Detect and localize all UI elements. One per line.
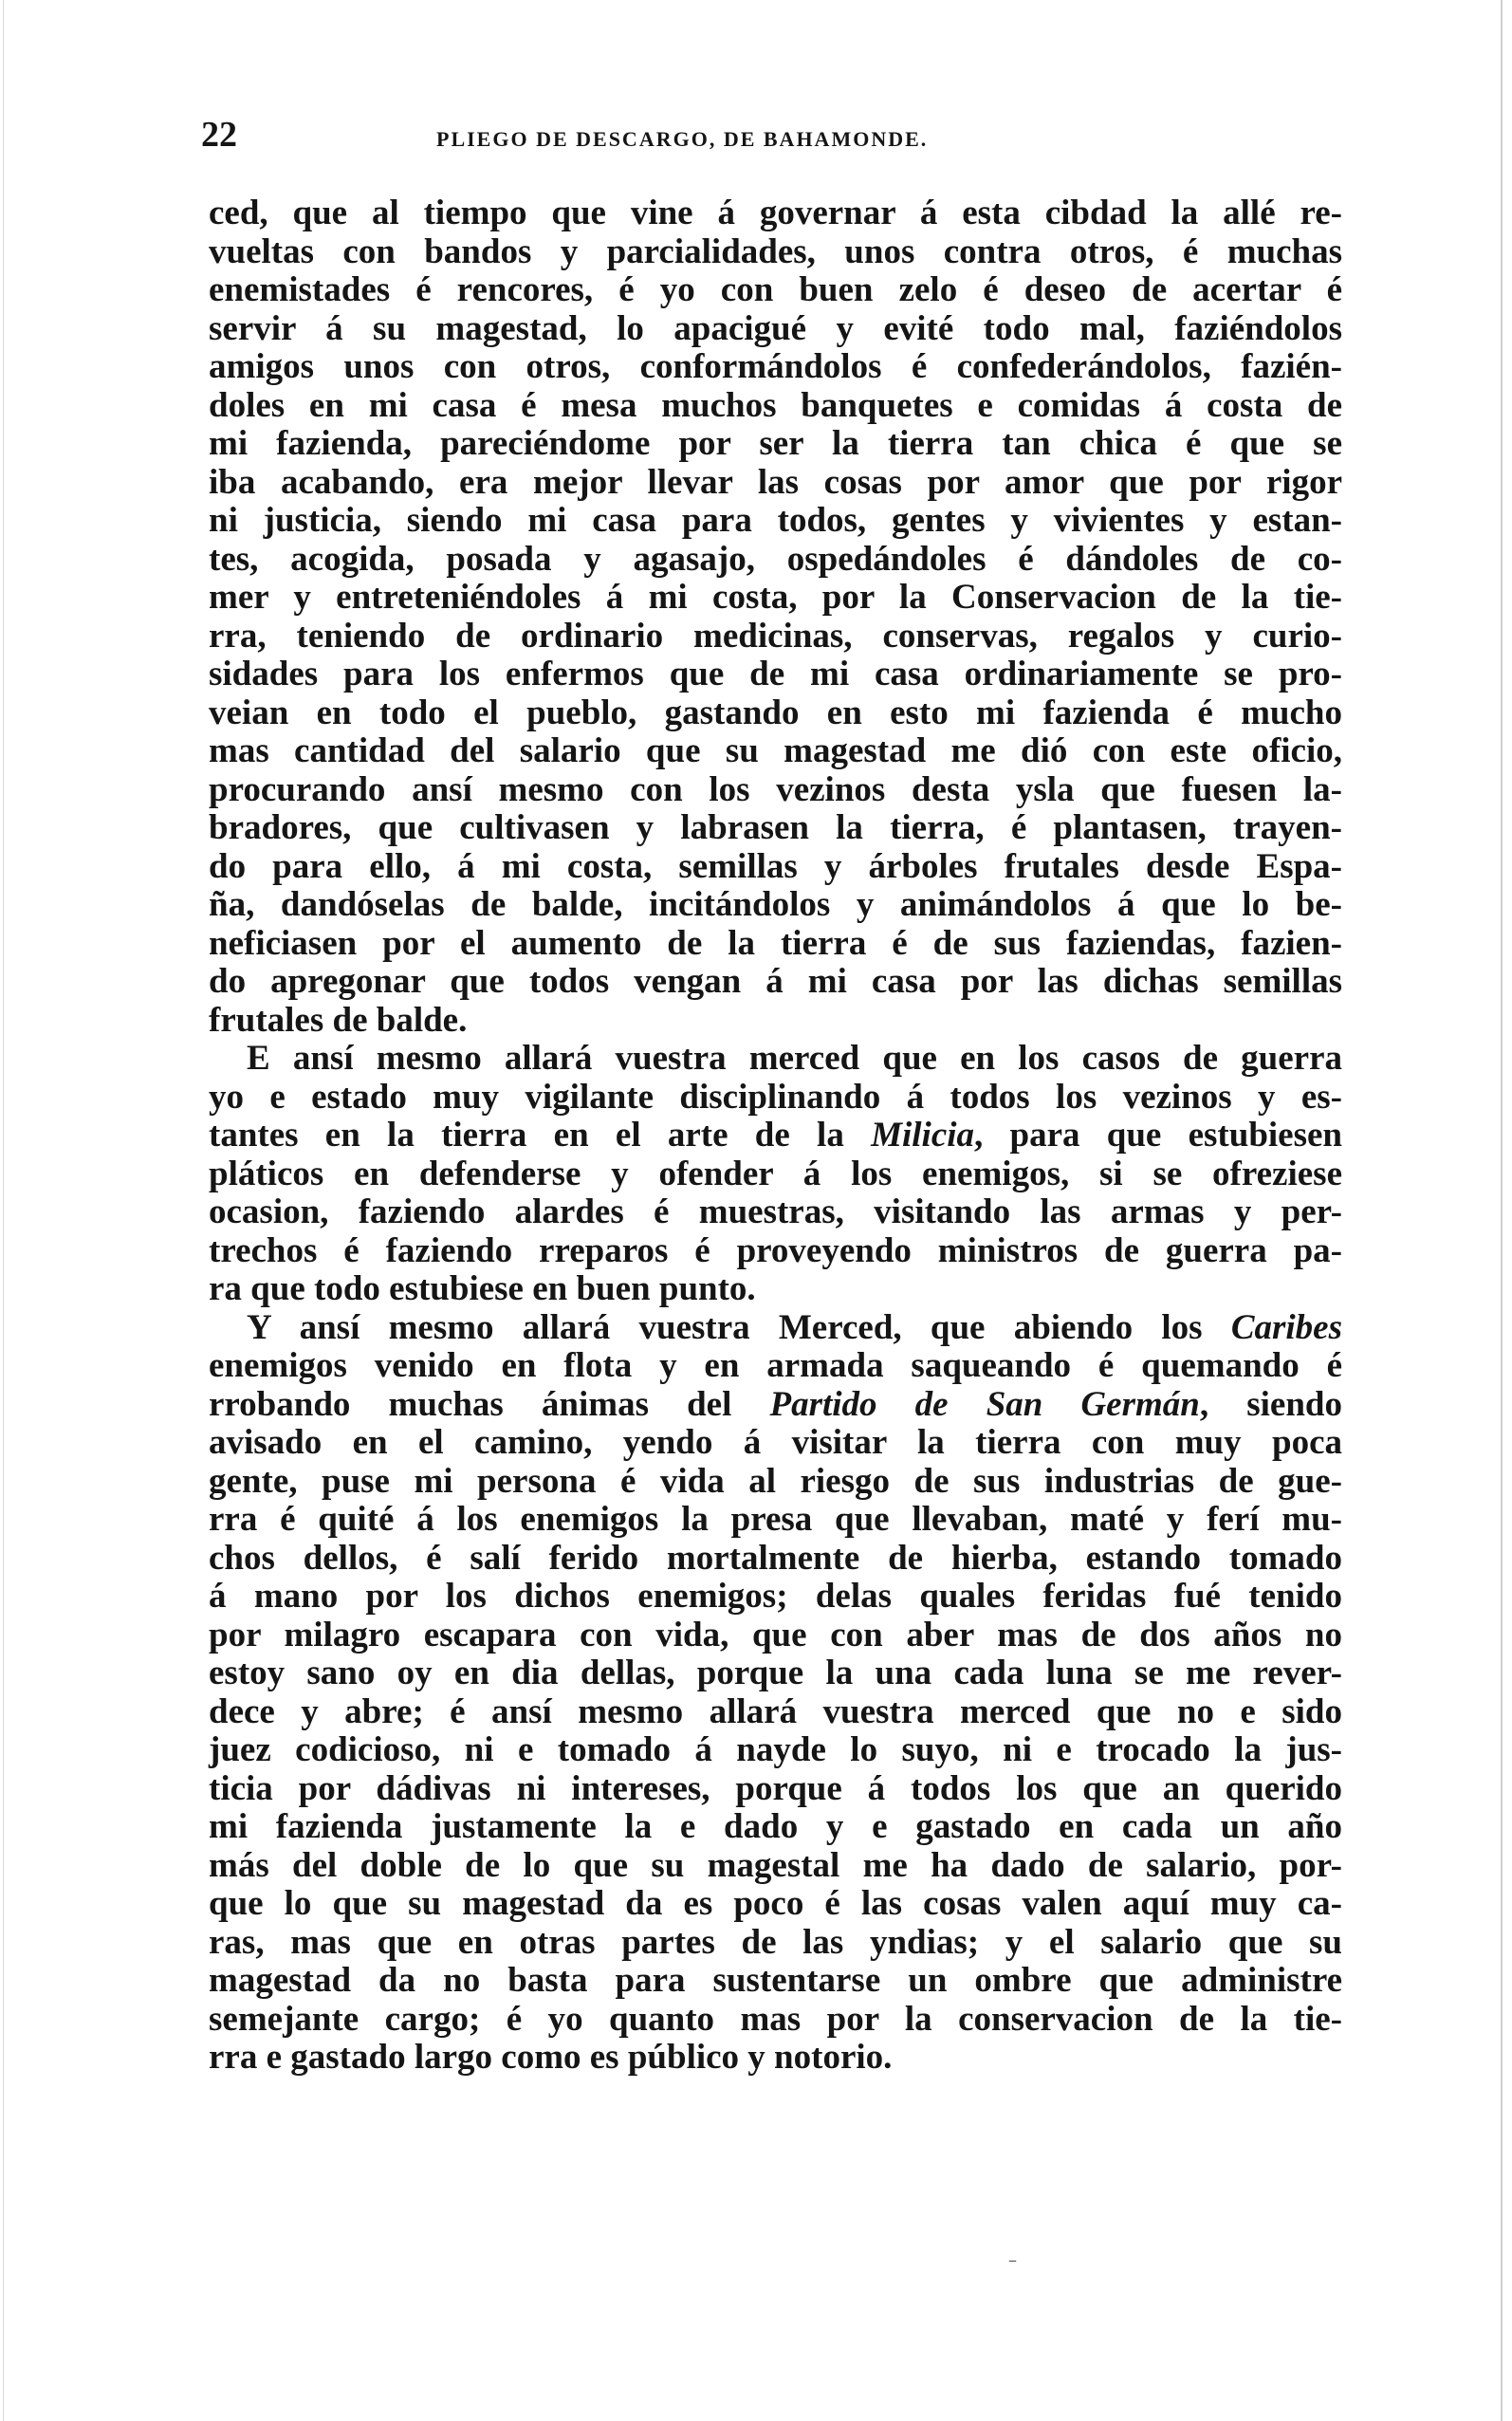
page-header [201, 114, 1339, 171]
text-line: mas cantidad del salario que su magestad me dió con este oficio, [209, 731, 1342, 770]
text-line: trechos é faziendo rreparos é proveyendo ministros de guerra pa- [209, 1230, 1342, 1270]
text-line: que lo que su magestad da es poco é las cosas valen aquí muy ca- [209, 1884, 1342, 1923]
text-line: mi fazienda, pareciéndome por ser la tierra tan chica é que se [209, 424, 1342, 463]
text-line: gente, puse mi persona é vida al riesgo de sus industrias de gue- [209, 1461, 1342, 1501]
text-line: sidades para los enfermos que de mi casa ordinariamente se pro- [209, 655, 1342, 693]
text-line: tes, acogida, posada y agasajo, ospedándoles é dándoles de co- [209, 539, 1342, 579]
scan-edge-right [1501, 0, 1503, 2421]
text-line: estoy sano oy en dia dellas, porque la una cada luna se me rever- [209, 1654, 1342, 1692]
text-line: ticia por dádivas ni intereses, porque á todos los que an querido [209, 1768, 1342, 1808]
text-line: doles en mi casa é mesa muchos banquetes e comidas á costa de [209, 385, 1342, 425]
text-line: semejante cargo; é yo quanto mas por la conservacion de la tie- [209, 1999, 1342, 2039]
text-line: ced, que al tiempo que vine á governar á esta cibdad la allé re- [209, 194, 1342, 232]
text-line: procurando ansí mesmo con los vezinos desta ysla que fuesen la- [209, 769, 1342, 809]
text-line: amigos unos con otros, conformándolos é confederándolos, fazién- [209, 347, 1342, 386]
text-line: por milagro escapara con vida, que con aber mas de dos años no [209, 1615, 1342, 1654]
text-line: ra que todo estubiese en buen punto. [209, 1269, 756, 1308]
text-line: frutales de balde. [209, 1000, 468, 1040]
text-line: ras, mas que en otras partes de las yndias; y el salario que su [209, 1922, 1342, 1962]
text-line: magestad da no basta para sustentarse un ombre que administre [209, 1961, 1342, 2000]
text-line: neficiasen por el aumento de la tierra é de sus faziendas, fazien- [209, 923, 1342, 963]
text-line: Y ansí mesmo allará vuestra Merced, que abiendo los Caribes [247, 1307, 1342, 1347]
text-line: pláticos en defenderse y ofender á los enemigos, si se ofreziese [209, 1154, 1342, 1193]
page-number: 22 [201, 115, 237, 155]
text-line: rra e gastado largo como es público y notorio. [209, 2038, 893, 2077]
text-line: enemigos venido en flota y en armada saqueando é quemando é [209, 1346, 1342, 1385]
scan-edge-left [3, 0, 4, 2421]
text-line: do apregonar que todos vengan á mi casa por las dichas semillas [209, 962, 1342, 1001]
text-line: do para ello, á mi costa, semillas y árboles frutales desde Espa- [209, 846, 1342, 886]
text-line: avisado en el camino, yendo á visitar la tierra con muy poca [209, 1423, 1342, 1462]
text-line: bradores, que cultivasen y labrasen la tierra, é plantasen, trayen- [209, 808, 1342, 847]
text-line: rrobando muchas ánimas del Partido de San Germán, siendo [209, 1384, 1342, 1424]
text-line: rra, teniendo de ordinario medicinas, conservas, regalos y curio- [209, 616, 1342, 656]
text-line: mer y entreteniéndoles á mi costa, por la Conservacion de la tie- [209, 578, 1342, 617]
text-line: más del doble de lo que su magestal me ha dado de salario, por- [209, 1845, 1342, 1885]
text-line: chos dellos, é salí ferido mortalmente de hierba, estando tomado [209, 1538, 1342, 1578]
text-line: E ansí mesmo allará vuestra merced que en los casos de guerra [247, 1039, 1342, 1078]
text-line: vueltas con bandos y parcialidades, unos contra otros, é muchas [209, 231, 1342, 271]
text-line: iba acabando, era mejor llevar las cosas por amor que por rigor [209, 462, 1342, 502]
text-line: ocasion, faziendo alardes é muestras, visitando las armas y per- [209, 1192, 1342, 1231]
footer-mark: – [1008, 2250, 1017, 2270]
text-line: dece y abre; é ansí mesmo allará vuestra merced que no e sido [209, 1691, 1342, 1731]
paragraph-2 [209, 1040, 1342, 1309]
text-line: rra é quité á los enemigos la presa que llevaban, maté y ferí mu- [209, 1500, 1342, 1539]
text-line: veian en todo el pueblo, gastando en esto mi fazienda é mucho [209, 693, 1342, 732]
paragraph-1 [209, 194, 1342, 1040]
text-line: yo e estado muy vigilante disciplinando á todos los vezinos y es- [209, 1077, 1342, 1117]
running-head: PLIEGO DE DESCARGO, DE BAHAMONDE. [436, 127, 929, 151]
paragraph-3 [209, 1309, 1342, 2078]
text-line: ña, dandóselas de balde, incitándolos y animándolos á que lo be- [209, 885, 1342, 924]
text-line: juez codicioso, ni e tomado á nayde lo suyo, ni e trocado la jus- [209, 1730, 1342, 1769]
text-line: mi fazienda justamente la e dado y e gastado en cada un año [209, 1807, 1342, 1846]
body-text [209, 194, 1342, 2078]
text-line: tantes en la tierra en el arte de la Milicia, para que estubiesen [209, 1116, 1343, 1155]
text-line: ni justicia, siendo mi casa para todos, gentes y vivientes y estan- [209, 501, 1342, 540]
text-line: servir á su magestad, lo apacigué y evité todo mal, faziéndolos [209, 308, 1342, 348]
text-line: enemistades é rencores, é yo con buen zelo é deseo de acertar é [209, 270, 1342, 309]
text-line: á mano por los dichos enemigos; delas quales feridas fué tenido [209, 1577, 1342, 1616]
